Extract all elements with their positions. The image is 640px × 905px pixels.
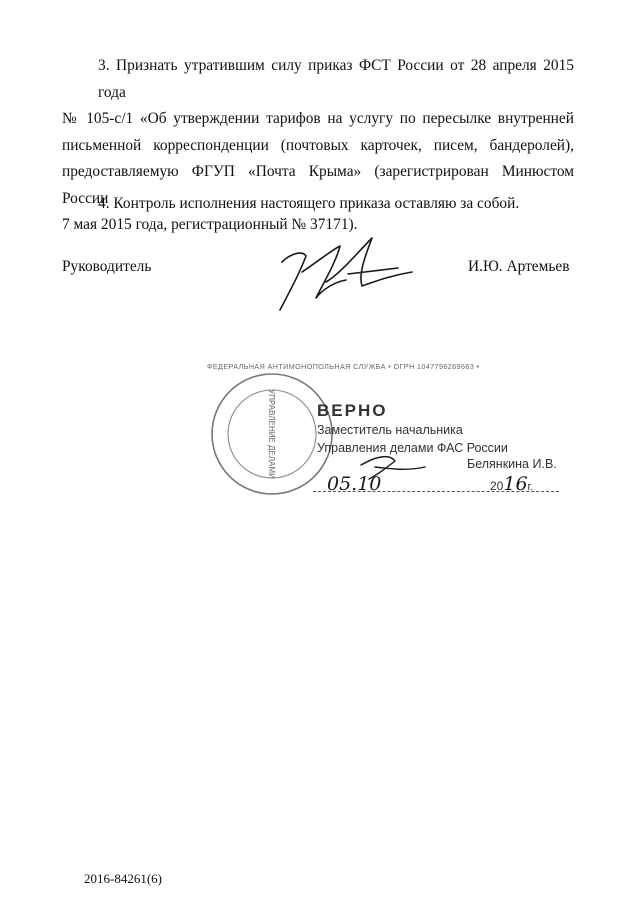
paragraph-3-line: 7 мая 2015 года, регистрационный № 37171). [62, 216, 358, 233]
stamp-year-prefix: 20 [490, 479, 504, 493]
paragraph-3-line: 3. Признать утратившим силу приказ ФСТ России от 28 апреля 2015 года [98, 57, 574, 101]
stamp-year [490, 473, 533, 495]
seal-outer-text: ФЕДЕРАЛЬНАЯ АНТИМОНОПОЛЬНАЯ СЛУЖБА • ОГРН 1047796269663 • [207, 362, 480, 371]
stamp-position-line2: Управления делами ФАС России [317, 441, 508, 455]
signatory-role: Руководитель [62, 258, 152, 275]
stamp-signer: Белянкина И.В. [467, 457, 557, 471]
paragraph-4 [62, 191, 574, 218]
paragraph-3-line: предоставляемую ФГУП «Почта Крыма» (зарегистрирован Минюстом России [62, 163, 574, 207]
paragraph-4-text: 4. Контроль исполнения настоящего приказа оставляю за собой. [98, 195, 520, 212]
stamp-header: ВЕРНО [317, 401, 388, 420]
stamp-position-line1: Заместитель начальника [317, 423, 463, 437]
handwritten-signature [262, 232, 422, 317]
stamp-date-handwritten: 05.10 [327, 473, 382, 495]
paragraph-3-line: письменной корреспонденции (почтовых карточек, писем, бандеролей), [62, 136, 574, 154]
paragraph-3-line: № 105-с/1 «Об утверждении тарифов на услугу по пересылке внутренней [62, 110, 574, 127]
stamp-year-mark: г. [527, 481, 534, 493]
document-number: 2016-84261(6) [84, 871, 162, 886]
certification-stamp-area [205, 362, 565, 515]
stamp-year-suffix: 16 [503, 473, 528, 495]
signatory-name: И.Ю. Артемьев [468, 258, 570, 275]
seal-inner-text: УПРАВЛЕНИЕ ДЕЛАМИ [267, 389, 276, 479]
